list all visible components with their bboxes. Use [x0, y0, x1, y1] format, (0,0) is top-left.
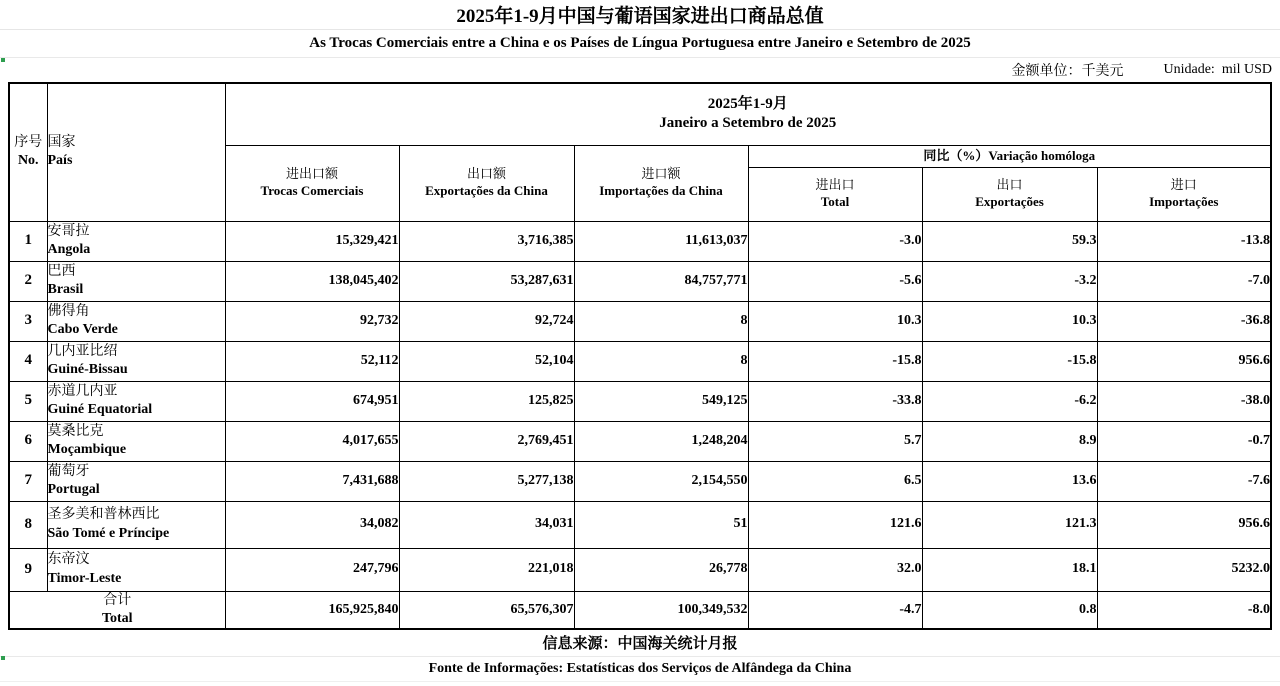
country-name-pt: Cabo Verde: [47, 322, 118, 337]
cell-exports: 92,724: [399, 301, 574, 341]
country-cell: [47, 341, 225, 381]
cell-yoy-trade: -3.0: [748, 221, 922, 261]
header-trade-total: [225, 145, 399, 221]
total-label-zh: 合计: [103, 592, 132, 608]
cell-yoy-exports: -15.8: [922, 341, 1097, 381]
header-yoy-total-zh: 进出口: [815, 177, 855, 193]
country-name-pt: Moçambique: [47, 442, 127, 457]
cell-exports: 3,716,385: [399, 221, 574, 261]
header-yoy-total-pt: Total: [820, 194, 850, 209]
table-row: [9, 261, 1271, 301]
source-label-pt: Fonte de Informações: Estatísticas dos Serviços de Alfândega da China: [428, 660, 852, 676]
cell-exports: 221,018: [399, 548, 574, 591]
table-row: [9, 221, 1271, 261]
row-number: 7: [9, 461, 47, 501]
row-number: 5: [9, 381, 47, 421]
table-row: [9, 461, 1271, 501]
header-no-zh: 序号: [14, 135, 43, 151]
cell-trade-total: 15,329,421: [225, 221, 399, 261]
cell-yoy-imports: 5232.0: [1097, 548, 1271, 591]
country-name-pt: Portugal: [47, 482, 100, 497]
cell-trade-total: 247,796: [225, 548, 399, 591]
total-yoy-trade: -4.7: [748, 591, 922, 629]
cell-yoy-exports: 59.3: [922, 221, 1097, 261]
country-name-zh: 几内亚比绍: [47, 343, 118, 359]
header-no-pt: No.: [17, 153, 39, 169]
header-exports: [399, 145, 574, 221]
cell-yoy-imports: 956.6: [1097, 341, 1271, 381]
cell-imports: 11,613,037: [574, 221, 748, 261]
header-no: [9, 83, 47, 221]
source-row-pt: [0, 657, 1280, 682]
row-number: 6: [9, 421, 47, 461]
country-name-zh: 葡萄牙: [47, 463, 90, 479]
header-yoy-exports: [922, 167, 1097, 221]
country-cell: [47, 501, 225, 548]
cell-exports: 52,104: [399, 341, 574, 381]
row-number: 3: [9, 301, 47, 341]
row-number: 2: [9, 261, 47, 301]
cell-trade-total: 674,951: [225, 381, 399, 421]
page-title-pt: As Trocas Comerciais entre a China e os Países de Língua Portuguesa entre Janeiro e Setembro de 2025: [309, 35, 971, 51]
cell-imports: 2,154,550: [574, 461, 748, 501]
header-yoy-imports-zh: 进口: [1170, 177, 1197, 193]
cell-yoy-imports: -38.0: [1097, 381, 1271, 421]
cell-imports: 8: [574, 341, 748, 381]
header-period: [225, 83, 1271, 145]
country-name-zh: 赤道几内亚: [47, 383, 118, 399]
cell-yoy-imports: -7.0: [1097, 261, 1271, 301]
trade-table: [8, 82, 1272, 630]
country-cell: [47, 301, 225, 341]
cell-trade-total: 7,431,688: [225, 461, 399, 501]
cell-yoy-imports: -7.6: [1097, 461, 1271, 501]
cell-yoy-imports: -36.8: [1097, 301, 1271, 341]
table-row: [9, 301, 1271, 341]
header-yoy: 同比（%）Variação homóloga: [748, 145, 1271, 167]
header-yoy-imports-pt: Importações: [1149, 194, 1219, 209]
cell-yoy-exports: -3.2: [922, 261, 1097, 301]
row-number: 1: [9, 221, 47, 261]
header-country-pt: País: [47, 153, 73, 169]
header-exports-zh: 出口额: [466, 166, 506, 182]
header-yoy-exports-zh: 出口: [996, 177, 1023, 193]
cell-exports: 34,031: [399, 501, 574, 548]
country-name-pt: Timor-Leste: [47, 570, 122, 586]
cell-yoy-trade: 32.0: [748, 548, 922, 591]
source-row-zh: [0, 630, 1280, 657]
cell-exports: 53,287,631: [399, 261, 574, 301]
cell-flag-marker: [1, 656, 5, 660]
cell-yoy-trade: -33.8: [748, 381, 922, 421]
country-name-pt: São Tomé e Príncipe: [47, 525, 170, 541]
cell-yoy-imports: -13.8: [1097, 221, 1271, 261]
cell-trade-total: 34,082: [225, 501, 399, 548]
header-imports-zh: 进口额: [641, 166, 681, 182]
cell-yoy-trade: 6.5: [748, 461, 922, 501]
country-cell: [47, 421, 225, 461]
header-country: [47, 83, 225, 221]
header-period-zh: 2025年1-9月: [707, 95, 788, 112]
table-row: [9, 341, 1271, 381]
country-name-zh: 东帝汶: [47, 552, 90, 568]
cell-exports: 5,277,138: [399, 461, 574, 501]
cell-yoy-exports: 18.1: [922, 548, 1097, 591]
unit-label-pt: Unidade: mil USD: [1163, 62, 1272, 77]
total-label-pt: Total: [101, 610, 133, 626]
country-cell: [47, 461, 225, 501]
total-imports: 100,349,532: [574, 591, 748, 629]
cell-yoy-trade: -15.8: [748, 341, 922, 381]
country-name-pt: Guiné-Bissau: [47, 362, 128, 377]
header-period-pt: Janeiro a Setembro de 2025: [659, 115, 837, 132]
cell-yoy-exports: 121.3: [922, 501, 1097, 548]
cell-yoy-imports: -0.7: [1097, 421, 1271, 461]
cell-imports: 1,248,204: [574, 421, 748, 461]
cell-yoy-exports: 8.9: [922, 421, 1097, 461]
header-trade-total-zh: 进出口额: [285, 166, 338, 182]
country-name-pt: Angola: [47, 242, 91, 257]
cell-imports: 84,757,771: [574, 261, 748, 301]
country-cell: [47, 548, 225, 591]
row-number: 4: [9, 341, 47, 381]
table-row: [9, 548, 1271, 591]
total-yoy-exports: 0.8: [922, 591, 1097, 629]
unit-row: [0, 58, 1280, 82]
cell-trade-total: 4,017,655: [225, 421, 399, 461]
country-name-pt: Brasil: [47, 282, 84, 297]
table-row: [9, 501, 1271, 548]
cell-yoy-exports: -6.2: [922, 381, 1097, 421]
total-yoy-imports: -8.0: [1097, 591, 1271, 629]
cell-yoy-exports: 10.3: [922, 301, 1097, 341]
row-number: 9: [9, 548, 47, 591]
document-subtitle-row: [0, 30, 1280, 58]
table-row: [9, 381, 1271, 421]
cell-trade-total: 92,732: [225, 301, 399, 341]
header-yoy-imports: [1097, 167, 1271, 221]
header-exports-pt: Exportações da China: [425, 183, 548, 198]
cell-yoy-exports: 13.6: [922, 461, 1097, 501]
cell-trade-total: 138,045,402: [225, 261, 399, 301]
cell-exports: 2,769,451: [399, 421, 574, 461]
document-title-row: [0, 0, 1280, 30]
country-name-zh: 佛得角: [47, 303, 90, 319]
header-trade-total-pt: Trocas Comerciais: [260, 183, 364, 198]
header-yoy-exports-pt: Exportações: [975, 194, 1044, 209]
header-imports: [574, 145, 748, 221]
cell-trade-total: 52,112: [225, 341, 399, 381]
country-cell: [47, 261, 225, 301]
cell-yoy-trade: 121.6: [748, 501, 922, 548]
country-cell: [47, 221, 225, 261]
cell-exports: 125,825: [399, 381, 574, 421]
unit-label-zh: 金额单位：千美元: [1011, 64, 1124, 79]
country-name-zh: 安哥拉: [47, 223, 90, 239]
cell-imports: 26,778: [574, 548, 748, 591]
total-label: [9, 591, 225, 629]
cell-yoy-trade: 10.3: [748, 301, 922, 341]
row-number: 8: [9, 501, 47, 548]
source-label-zh: 信息来源：中国海关统计月报: [542, 636, 738, 653]
country-name-zh: 巴西: [47, 263, 76, 279]
cell-imports: 51: [574, 501, 748, 548]
cell-yoy-trade: -5.6: [748, 261, 922, 301]
cell-imports: 549,125: [574, 381, 748, 421]
cell-yoy-trade: 5.7: [748, 421, 922, 461]
cell-flag-marker: [1, 58, 5, 62]
table-row: [9, 421, 1271, 461]
country-name-zh: 莫桑比克: [47, 423, 104, 439]
total-trade: 165,925,840: [225, 591, 399, 629]
header-imports-pt: Importações da China: [599, 183, 723, 198]
page-title-zh: 2025年1-9月中国与葡语国家进出口商品总值: [456, 6, 824, 27]
country-cell: [47, 381, 225, 421]
country-name-zh: 圣多美和普林西比: [47, 507, 160, 523]
cell-imports: 8: [574, 301, 748, 341]
header-yoy-total: [748, 167, 922, 221]
total-row: [9, 591, 1271, 629]
country-name-pt: Guiné Equatorial: [47, 402, 153, 417]
total-exports: 65,576,307: [399, 591, 574, 629]
cell-yoy-imports: 956.6: [1097, 501, 1271, 548]
header-country-zh: 国家: [47, 135, 76, 151]
